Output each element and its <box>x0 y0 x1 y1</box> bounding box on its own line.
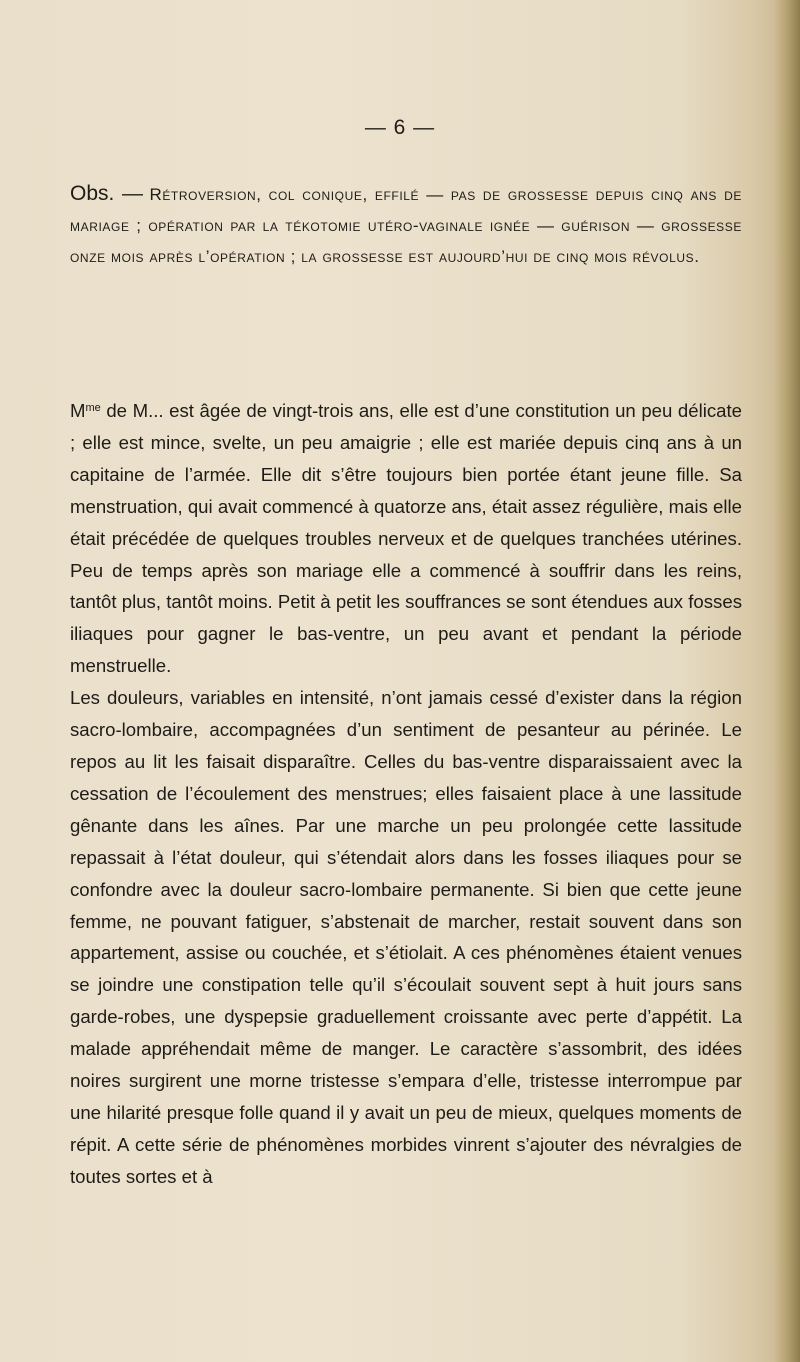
body-text <box>70 395 742 1193</box>
observation-label: Obs. — <box>70 182 143 205</box>
paragraph-1-text: de M... est âgée de vingt-trois ans, elle est d’une constitution un peu délicate ; elle est mince, svelte, un peu amaigrie ; elle est mariée depuis cinq ans à un capitaine de l’armée. Elle dit s’être toujours bien portée étant jeune fille. Sa menstruation, qui avait commencé à quatorze ans, était assez régulière, mais elle était précédée de quelques troubles nerveux et de quelques tranchées utérines. Peu de temps après son mariage elle a commencé à souffrir dans les reins, tantôt plus, tantôt moins. Petit à petit les souffrances se sont étendues aux fosses iliaques pour gagner le bas-ventre, un peu avant et pendant la période menstruelle. <box>70 400 742 677</box>
observation-title: Rétroversion, col conique, effilé — pas de grossesse depuis cinq ans de mariage ; opération par la tékotomie utéro-vaginale ignée — guérison — grossesse onze mois après l’opération ; la grossesse est aujourd’hui de cinq mois révolus. <box>70 185 742 266</box>
observation-heading <box>70 178 742 272</box>
page-number: — 6 — <box>364 116 436 139</box>
paragraph-1 <box>70 395 742 682</box>
paragraph-2: Les douleurs, variables en intensité, n’ont jamais cessé d’exister dans la région sacro-lombaire, accompagnées d’un sentiment de pesanteur au périnée. Le repos au lit les faisait disparaître. Celles du bas-ventre disparaissaient avec la cessation de l’écoulement des menstrues; elles faisaient place à une lassitude gênante dans les aînes. Par une marche un peu prolongée cette lassitude repassait à l’état douleur, qui s’étendait alors dans les fosses iliaques pour se confondre avec la douleur sacro-lombaire permanente. Si bien que cette jeune femme, ne pouvant fatiguer, s’abstenait de marcher, restait souvent dans son appartement, assise ou couchée, et s’étiolait. A ces phénomènes étaient venues se joindre une constipation telle qu’il s’écoulait souvent sept à huit jours sans garde-robes, une dyspepsie graduellement croissante avec perte d’appétit. La malade appréhendait même de manger. Le caractère s’assombrit, des idées noires surgirent une morne tristesse s’empara d’elle, tristesse interrompue par une hilarité presque folle quand il y avait un peu de mieux, quelques moments de répit. A cette série de phénomènes morbides vinrent s’ajouter des névralgies de toutes sortes et à <box>70 687 742 1187</box>
page-edge-shadow <box>774 0 800 1362</box>
salutation-superscript: me <box>85 402 101 414</box>
salutation: M <box>70 400 86 421</box>
